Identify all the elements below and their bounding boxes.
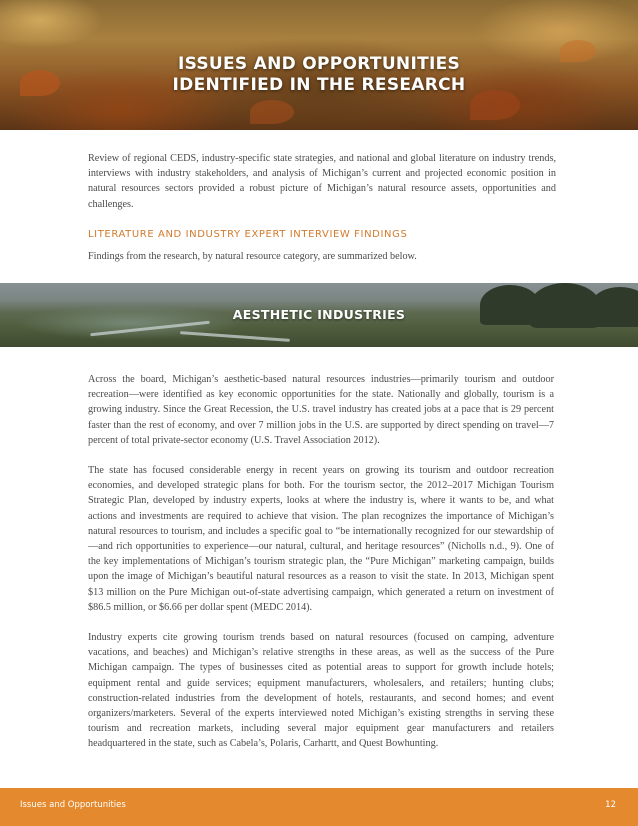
body-paragraph: Industry experts cite growing tourism trends based on natural resources (focused on camping, adventure vacations, and beaches) and Michigan’s relative strengths in these areas, as well as the success of the Pure Michigan campaign. The types of businesses cited as potential areas to support for growth include hotels; equipment rental and guide services; equipment manufacturers, wholesalers, and retailers; hunting clubs; construction-related industries from the development of hotels, restaurants, and second homes; and event organizers/marketers. Several of the experts interviewed noted Michigan’s existing strengths in serving these tourism and recreation markets, including several major equipment gear manufacturers and retailers headquartered in the state, such as Cabela’s, Polaris, Carhartt, and Quest Bowhunting. xyxy=(88,632,554,750)
section-subheading: LITERATURE AND INDUSTRY EXPERT INTERVIEW FINDINGS xyxy=(88,229,408,240)
page-title-line1: ISSUES AND OPPORTUNITIES xyxy=(177,54,461,74)
page-number: 12 xyxy=(605,800,616,810)
banner-title: AESTHETIC INDUSTRIES xyxy=(232,307,406,322)
body-paragraph: The state has focused considerable energy in recent years on growing its tourism and outdoor recreation economies, and developed strategic plans for both. For the tourism sector, the 2012–2017 Michigan Tourism Strategic Plan, developed by industry experts, looks at where the industry is, where it wants to be, and what actions and investments are required to achieve that vision. The plan recognizes the importance of Michigan’s natural resources to tourism, and includes a specific goal to “be internationally recognized for our stewardship of—and rich opportunities to experience—our natural, cultural, and heritage resources” (Nicholls n.d., 9). One of the key implementations of Michigan’s tourism strategic plan, the “Pure Michigan” marketing campaign, builds upon the image of Michigan’s beautiful natural resources as a reason to visit the state. In 2013, Michigan spent $13 million on the Pure Michigan out-of-state advertising campaign, which generated a return on investment of $86.5 million, or $6.66 per dollar spent (MEDC 2014). xyxy=(88,465,554,613)
header-image xyxy=(0,0,638,130)
findings-summary: Findings from the research, by natural resource category, are summarized below. xyxy=(88,251,417,262)
leaf-decoration xyxy=(250,100,294,124)
page-footer xyxy=(0,788,638,826)
body-paragraph: Across the board, Michigan’s aesthetic-based natural resources industries—primarily tourism and outdoor recreation—were identified as key economic opportunities for the state. Nationally and globally, tourism is a growing industry. Since the Great Recession, the U.S. travel industry has created jobs at a pace that is 29 percent faster than the rest of economy, and over 7 million jobs in the U.S. are supported by direct spending on travel—7 percent of total private-sector economy (U.S. Travel Association 2012). xyxy=(88,374,554,446)
body-text xyxy=(88,372,554,767)
footer-section-label: Issues and Opportunities xyxy=(20,800,126,810)
intro-paragraph: Review of regional CEDS, industry-specific state strategies, and national and global literature on industry trends, interviews with industry stakeholders, and analysis of Michigan’s current and projected economic position in natural resources sectors provided a robust picture of Michigan’s natural resource assets, opportunities and challenges. xyxy=(88,153,556,210)
section-banner-image xyxy=(0,283,638,347)
page-title-line2: IDENTIFIED IN THE RESEARCH xyxy=(172,75,466,95)
river-decoration xyxy=(180,331,290,342)
page-title xyxy=(0,54,638,96)
